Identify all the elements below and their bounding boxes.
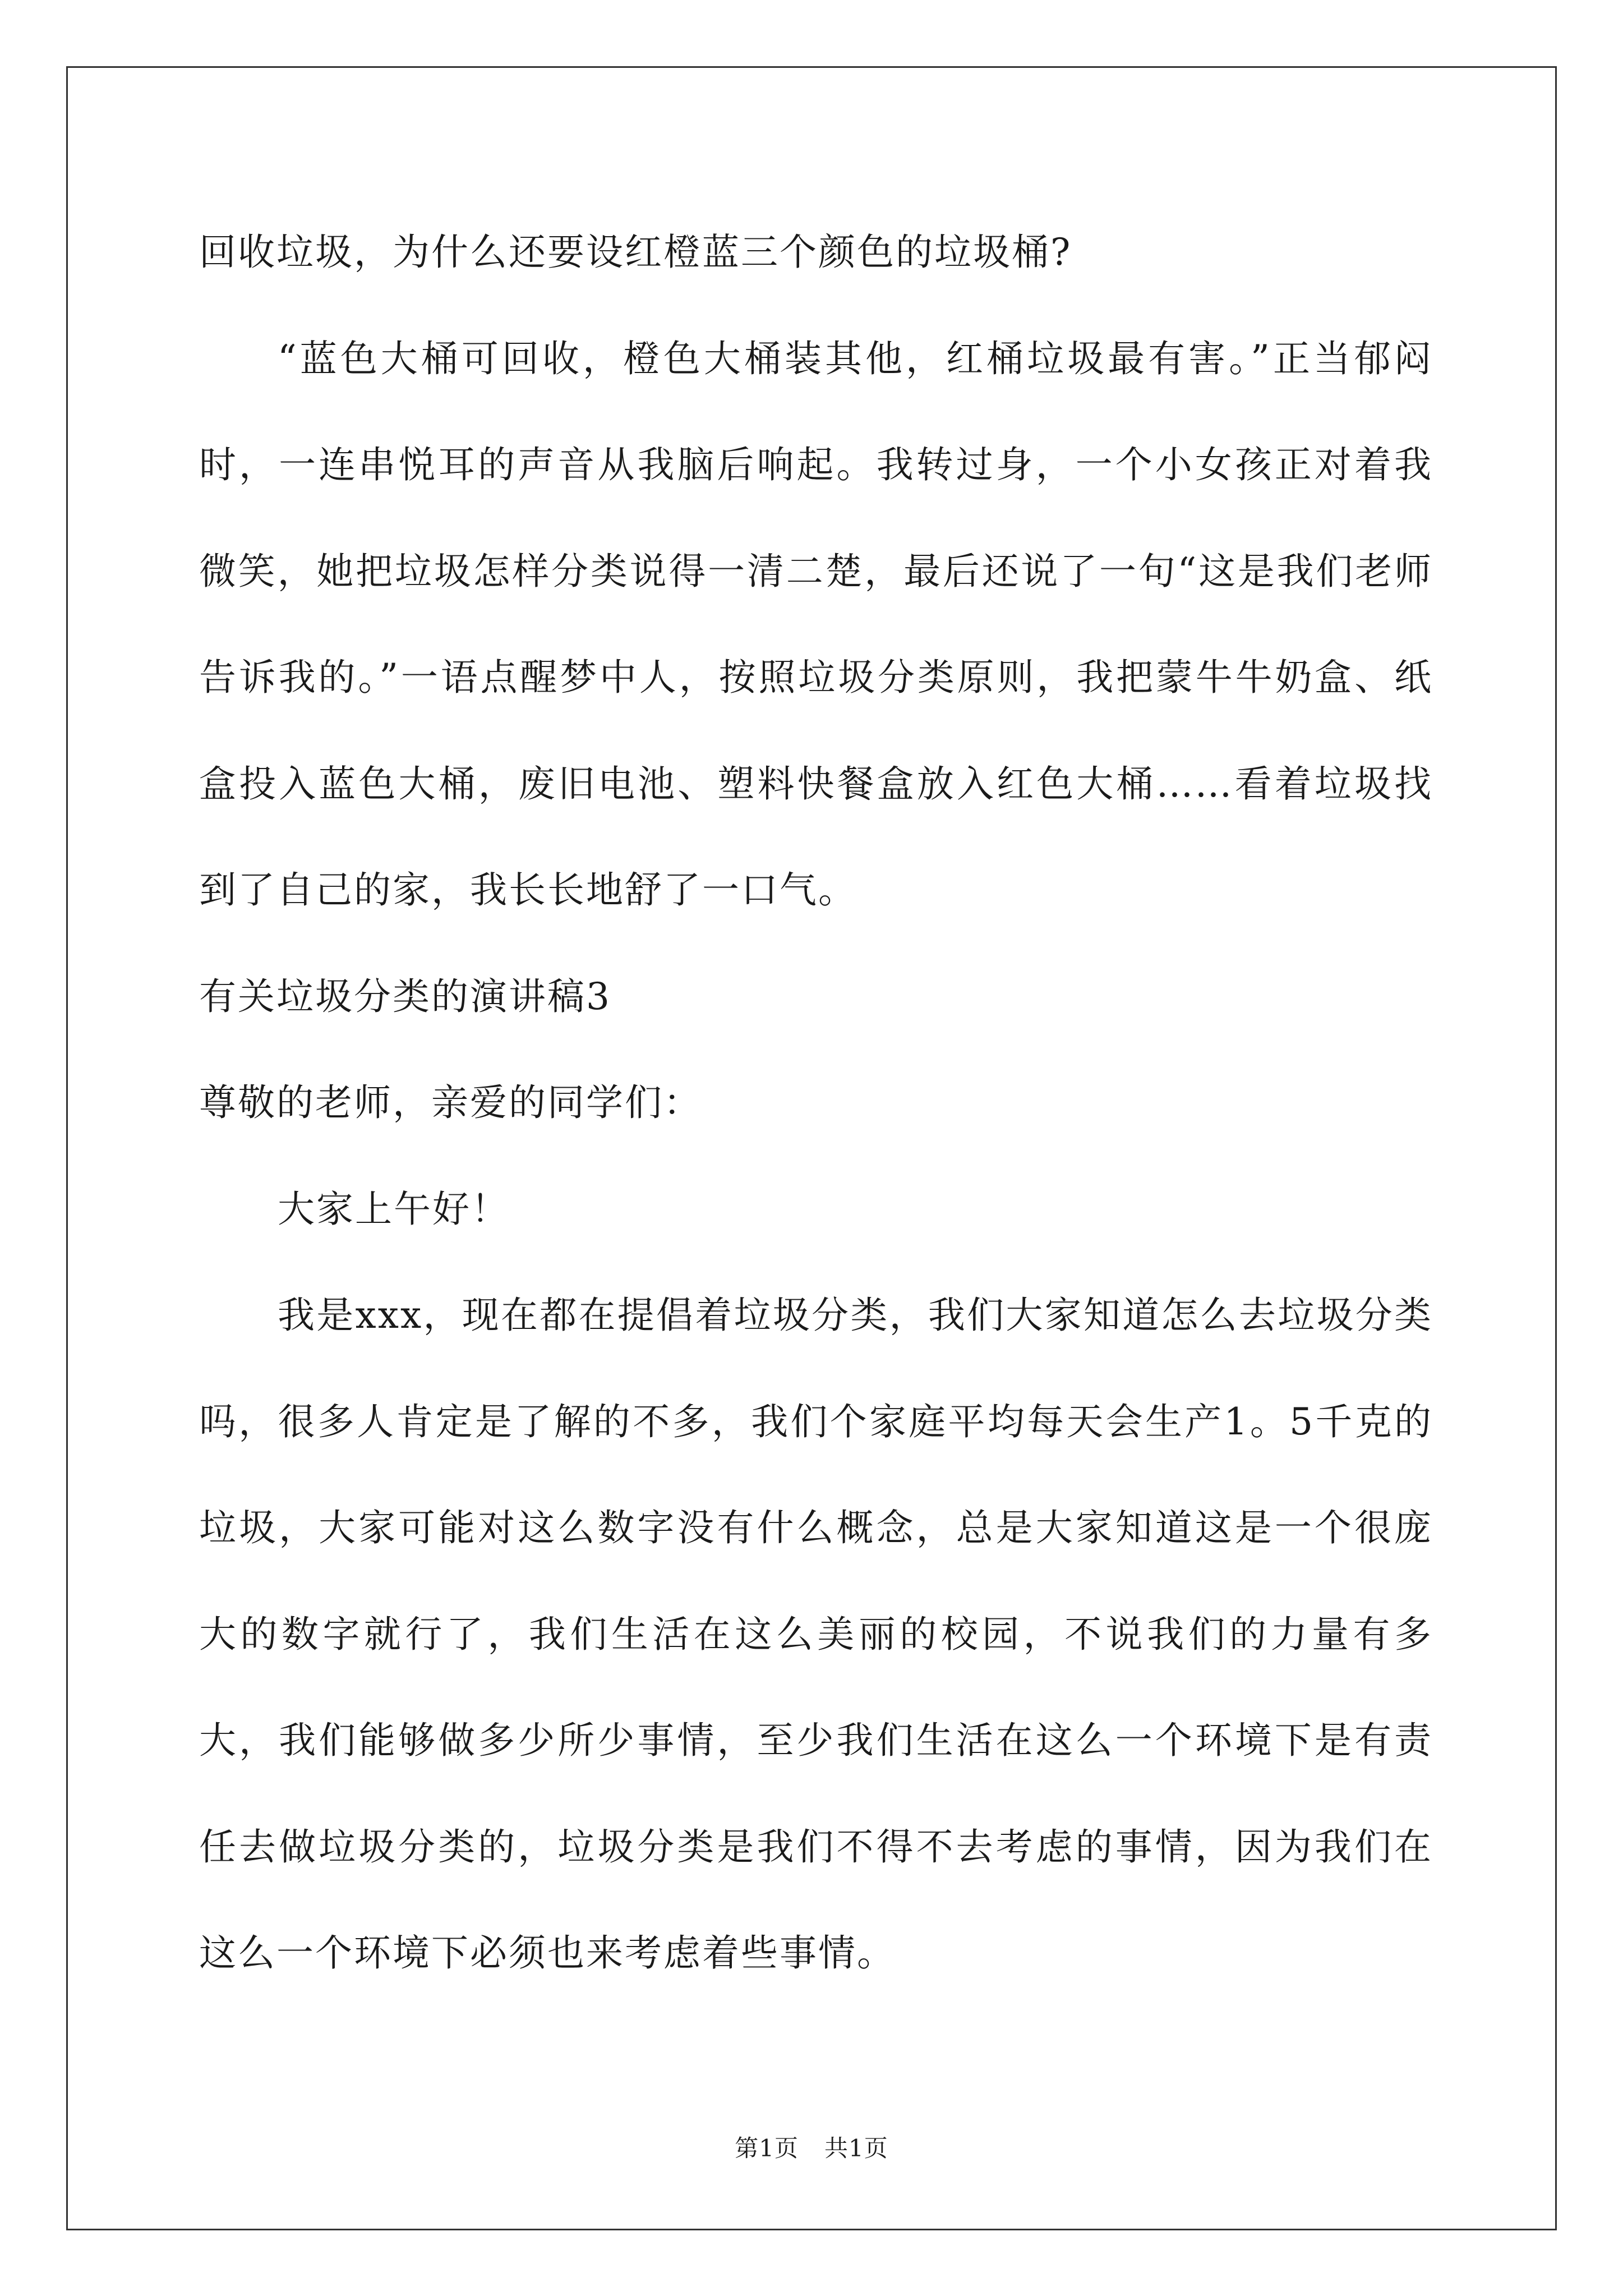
page-footer xyxy=(0,2132,1623,2165)
paragraph-speech-body: 我是xxx，现在都在提倡着垃圾分类，我们大家知道怎么去垃圾分类吗，很多人肯定是了解的不多，我们个家庭平均每天会生产1。5千克的垃圾，大家可能对这么数字没有什么概念，总是大家知道这是一个很庞大的数字就行了，我们生活在这么美丽的校园，不说我们的力量有多大，我们能够做多少所少事情，至少我们生活在这么一个环境下是有责任去做垃圾分类的，垃圾分类是我们不得不去考虑的事情，因为我们在这么一个环境下必须也来考虑着些事情。 xyxy=(199,1294,1433,1975)
paragraph-2: “蓝色大桶可回收，橙色大桶装其他，红桶垃圾最有害。”正当郁闷时，一连串悦耳的声音从我脑后响起。我转过身，一个小女孩正对着我微笑，她把垃圾怎样分类说得一清二楚，最后还说了一句“这是我们老师告诉我的。”一语点醒梦中人，按照垃圾分类原则，我把蒙牛牛奶盒、纸盒投入蓝色大桶，废旧电池、塑料快餐盒放入红色大桶……看着垃圾找到了自己的家，我长长地舒了一口气。 xyxy=(199,337,1433,912)
document-body xyxy=(199,199,1433,2007)
paragraph-1: 回收垃圾，为什么还要设红橙蓝三个颜色的垃圾桶? xyxy=(199,231,1072,274)
salutation: 尊敬的老师，亲爱的同学们： xyxy=(199,1081,702,1124)
page-number: 第1页 xyxy=(735,2134,799,2162)
page-total: 共1页 xyxy=(824,2134,888,2162)
greeting: 大家上午好！ xyxy=(278,1187,510,1231)
section-heading: 有关垃圾分类的演讲稿3 xyxy=(199,974,611,1018)
